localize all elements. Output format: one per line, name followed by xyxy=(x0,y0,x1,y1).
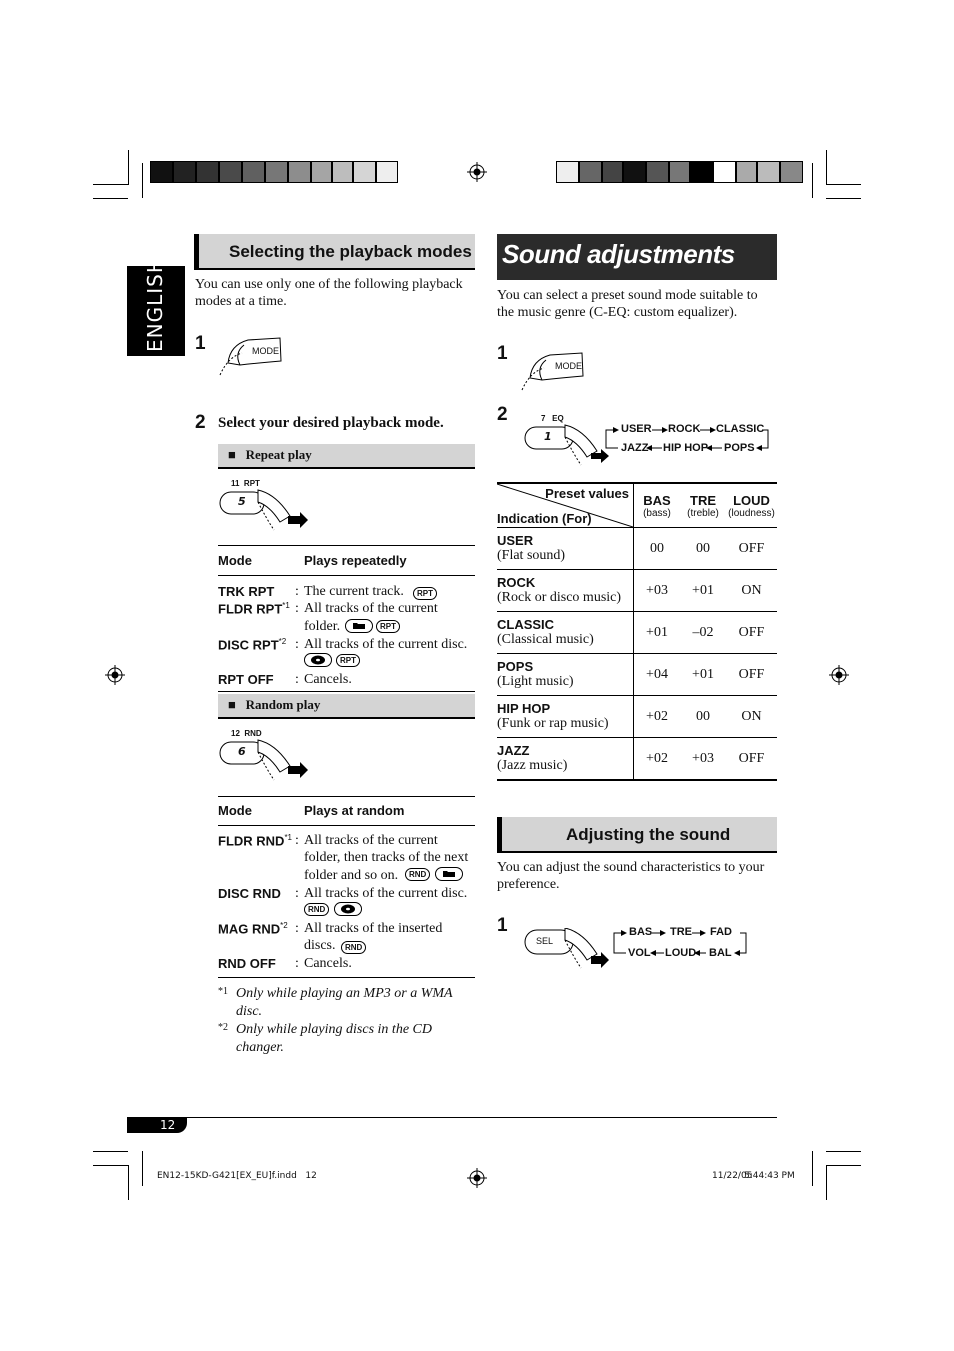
crop-mark xyxy=(826,1165,861,1166)
flow-rock: ROCK xyxy=(668,423,701,435)
table-header-row xyxy=(497,483,777,528)
page-title: Sound adjustments xyxy=(502,239,735,269)
table-row xyxy=(497,528,777,570)
tre-value: 00 xyxy=(680,528,726,570)
step-number: 1 xyxy=(497,343,508,364)
tre-value: +03 xyxy=(680,738,726,781)
crop-mark xyxy=(142,163,143,198)
eq-preset-table xyxy=(497,482,777,781)
col-plays-repeatedly: Plays repeatedly xyxy=(304,553,407,568)
mode-button-label: MODE xyxy=(252,346,279,356)
page-number-tab xyxy=(127,1117,187,1133)
crop-mark xyxy=(142,1151,143,1186)
flow-user: USER xyxy=(621,423,652,435)
colon: : xyxy=(295,637,299,652)
square-bullet-icon: ■ xyxy=(228,447,236,462)
tre-value: 00 xyxy=(680,696,726,738)
key-number: 11 RPT xyxy=(231,479,260,488)
desc-disc-rpt: All tracks of the current disc. xyxy=(304,637,468,652)
crop-mark xyxy=(812,163,813,198)
desc-rnd-off: Cancels. xyxy=(304,956,352,971)
registration-mark-icon xyxy=(105,665,125,685)
folder-button-icon xyxy=(435,867,463,881)
table-row xyxy=(497,738,777,781)
rnd-button-icon: RND xyxy=(304,903,329,916)
desc-mag-rnd-cont: discs. xyxy=(304,938,336,953)
flow-fad: FAD xyxy=(710,926,732,938)
mode-disc-rpt: DISC RPT$^{*2}$ xyxy=(218,637,287,653)
key-digit: 5 xyxy=(238,495,246,508)
table-row xyxy=(497,612,777,654)
step-number: 2 xyxy=(497,404,508,425)
header-tre: TRE (treble) xyxy=(680,483,726,528)
footnote-1: Only while playing an MP3 or a WMA xyxy=(236,986,453,1001)
disc-button-icon xyxy=(334,902,362,916)
footnote-2-cont: changer. xyxy=(236,1040,284,1055)
desc-fldr-rpt: All tracks of the current xyxy=(304,601,438,616)
desc-mag-rnd: All tracks of the inserted xyxy=(304,921,443,936)
col-plays-at-random: Plays at random xyxy=(304,803,405,818)
flow-vol: VOL xyxy=(628,947,651,959)
random-play-heading-text: Random play xyxy=(245,697,321,712)
preset-values-label: Preset values xyxy=(545,486,629,501)
footer-time: 5:44:43 PM xyxy=(744,1171,795,1181)
preset-name-cell: HIP HOP (Funk or rap music) xyxy=(497,696,634,738)
registration-mark-icon xyxy=(829,665,849,685)
title-bar xyxy=(497,234,777,280)
colon: : xyxy=(295,833,299,848)
folder-button-icon xyxy=(345,619,373,633)
mode-button-illustration xyxy=(520,350,590,395)
table-rule xyxy=(218,825,475,826)
rpt-button-icon: RPT xyxy=(336,654,360,667)
flow-jazz: JAZZ xyxy=(621,442,649,454)
bas-value: +01 xyxy=(634,612,681,654)
mode-fldr-rpt: FLDR RPT$^{*1}$ xyxy=(218,601,290,617)
preset-name-cell: USER (Flat sound) xyxy=(497,528,634,570)
mode-fldr-rnd: FLDR RND$^{*1}$ xyxy=(218,833,292,849)
loud-value: OFF xyxy=(726,528,777,570)
desc-fldr-rpt-cont: folder. xyxy=(304,619,341,634)
crop-mark xyxy=(812,1151,813,1186)
preset-name-cell: POPS (Light music) xyxy=(497,654,634,696)
preset-name-cell: CLASSIC (Classical music) xyxy=(497,612,634,654)
colon: : xyxy=(295,886,299,901)
random-play-heading xyxy=(218,694,475,719)
flow-loud: LOUD xyxy=(665,947,697,959)
mode-disc-rnd: DISC RND xyxy=(218,886,281,901)
step-number: 2 xyxy=(195,412,206,433)
registration-mark-icon xyxy=(467,162,487,182)
footnote-mark: *1 xyxy=(218,986,228,997)
page-number: 12 xyxy=(160,1118,176,1132)
flow-pops: POPS xyxy=(724,442,755,454)
bas-value: 00 xyxy=(634,528,681,570)
crop-mark xyxy=(93,198,128,199)
colon: : xyxy=(295,956,299,971)
crop-mark xyxy=(93,184,128,185)
flow-hip-hop: HIP HOP xyxy=(663,442,709,454)
loud-value: OFF xyxy=(726,612,777,654)
desc-rpt-off: Cancels. xyxy=(304,672,352,687)
key-digit: 6 xyxy=(238,745,246,758)
repeat-play-heading xyxy=(218,444,475,469)
playback-intro: You can use only one of the following playback modes at a time. xyxy=(195,277,463,309)
sel-button-label: SEL xyxy=(536,936,554,946)
bas-value: +02 xyxy=(634,738,681,781)
header-bas: BAS (bass) xyxy=(634,483,681,528)
crop-mark xyxy=(93,1151,128,1152)
flow-bal: BAL xyxy=(709,947,732,959)
key-number: 7 EQ xyxy=(541,414,564,423)
adjust-intro: You can adjust the sound characteristics to your preference. xyxy=(497,860,765,892)
rnd-key-illustration xyxy=(218,738,313,783)
crop-mark xyxy=(826,184,861,185)
crop-mark xyxy=(826,150,827,185)
rpt-key-illustration xyxy=(218,488,313,533)
table-rule xyxy=(218,977,475,978)
desc-fldr-rnd-cont2: folder and so on. xyxy=(304,868,399,883)
table-rule xyxy=(218,691,475,692)
footnote-2: Only while playing discs in the CD xyxy=(236,1022,432,1037)
footnote-1-cont: disc. xyxy=(236,1004,263,1019)
crop-mark xyxy=(826,1165,827,1200)
crop-mark xyxy=(128,150,129,185)
flow-bas: BAS xyxy=(629,926,653,938)
mode-button-label: MODE xyxy=(555,361,582,371)
table-rule xyxy=(218,796,475,797)
rpt-button-icon: RPT xyxy=(376,620,400,633)
key-number: 12 RND xyxy=(231,729,262,738)
rnd-button-icon: RND xyxy=(405,868,430,881)
step-number: 1 xyxy=(497,915,508,936)
table-row xyxy=(497,696,777,738)
loud-value: OFF xyxy=(726,738,777,781)
mode-rnd-off: RND OFF xyxy=(218,956,276,971)
disc-button-icon xyxy=(304,653,332,667)
loud-value: ON xyxy=(726,696,777,738)
section-title-playback: Selecting the playback modes xyxy=(194,234,475,270)
footer-filename: EN12-15KD-G421[EX_EU]f.indd 12 xyxy=(157,1171,317,1181)
mode-trk-rpt: TRK RPT xyxy=(218,584,275,599)
footnote-mark: *2 xyxy=(218,1022,228,1033)
footer-date: 11/22/05 xyxy=(712,1171,753,1181)
preset-name-cell: ROCK (Rock or disco music) xyxy=(497,570,634,612)
bas-value: +04 xyxy=(634,654,681,696)
col-mode: Mode xyxy=(218,553,252,568)
mode-button-illustration xyxy=(218,335,288,380)
bas-value: +03 xyxy=(634,570,681,612)
table-row xyxy=(497,654,777,696)
loud-value: OFF xyxy=(726,654,777,696)
tre-value: +01 xyxy=(680,654,726,696)
colon: : xyxy=(295,672,299,687)
section-title-adjusting: Adjusting the sound xyxy=(497,817,777,853)
header-corner-cell xyxy=(497,483,634,528)
sel-key-illustration xyxy=(523,928,618,973)
desc-fldr-rnd-cont: folder, then tracks of the next xyxy=(304,850,469,865)
desc-disc-rnd: All tracks of the current disc. xyxy=(304,886,468,901)
key-digit: 1 xyxy=(544,430,552,443)
crop-mark xyxy=(826,198,861,199)
crop-mark xyxy=(826,1151,861,1152)
loud-value: ON xyxy=(726,570,777,612)
col-mode: Mode xyxy=(218,803,252,818)
mode-mag-rnd: MAG RND$^{*2}$ xyxy=(218,921,288,937)
rpt-button-icon: RPT xyxy=(413,587,437,600)
sound-intro: You can select a preset sound mode suitable to the music genre (C-EQ: custom equalizer). xyxy=(497,288,758,320)
step-number: 1 xyxy=(195,333,206,354)
flow-classic: CLASSIC xyxy=(716,423,765,435)
desc-trk-rpt: The current track. xyxy=(304,584,404,599)
tre-value: +01 xyxy=(680,570,726,612)
flow-tre: TRE xyxy=(670,926,692,938)
preset-name-cell: JAZZ (Jazz music) xyxy=(497,738,634,781)
repeat-play-heading-text: Repeat play xyxy=(245,447,312,462)
table-row xyxy=(497,570,777,612)
crop-mark xyxy=(128,1165,129,1200)
language-label: ENGLISH xyxy=(143,257,167,352)
bas-value: +02 xyxy=(634,696,681,738)
desc-fldr-rnd: All tracks of the current xyxy=(304,833,438,848)
mode-rpt-off: RPT OFF xyxy=(218,672,274,687)
table-rule xyxy=(218,575,475,576)
colon: : xyxy=(295,921,299,936)
header-loud: LOUD (loudness) xyxy=(726,483,777,528)
colon: : xyxy=(295,584,299,599)
crop-mark xyxy=(93,1165,128,1166)
indication-label: Indication (For) xyxy=(497,511,592,526)
footer-rule xyxy=(185,1117,777,1118)
language-tab xyxy=(127,257,185,356)
tre-value: –02 xyxy=(680,612,726,654)
colon: : xyxy=(295,601,299,616)
square-bullet-icon: ■ xyxy=(228,697,236,712)
rnd-button-icon: RND xyxy=(341,941,366,954)
step2-instruction: Select your desired playback mode. xyxy=(218,415,444,431)
table-rule xyxy=(218,545,475,546)
registration-mark-icon xyxy=(467,1168,487,1188)
